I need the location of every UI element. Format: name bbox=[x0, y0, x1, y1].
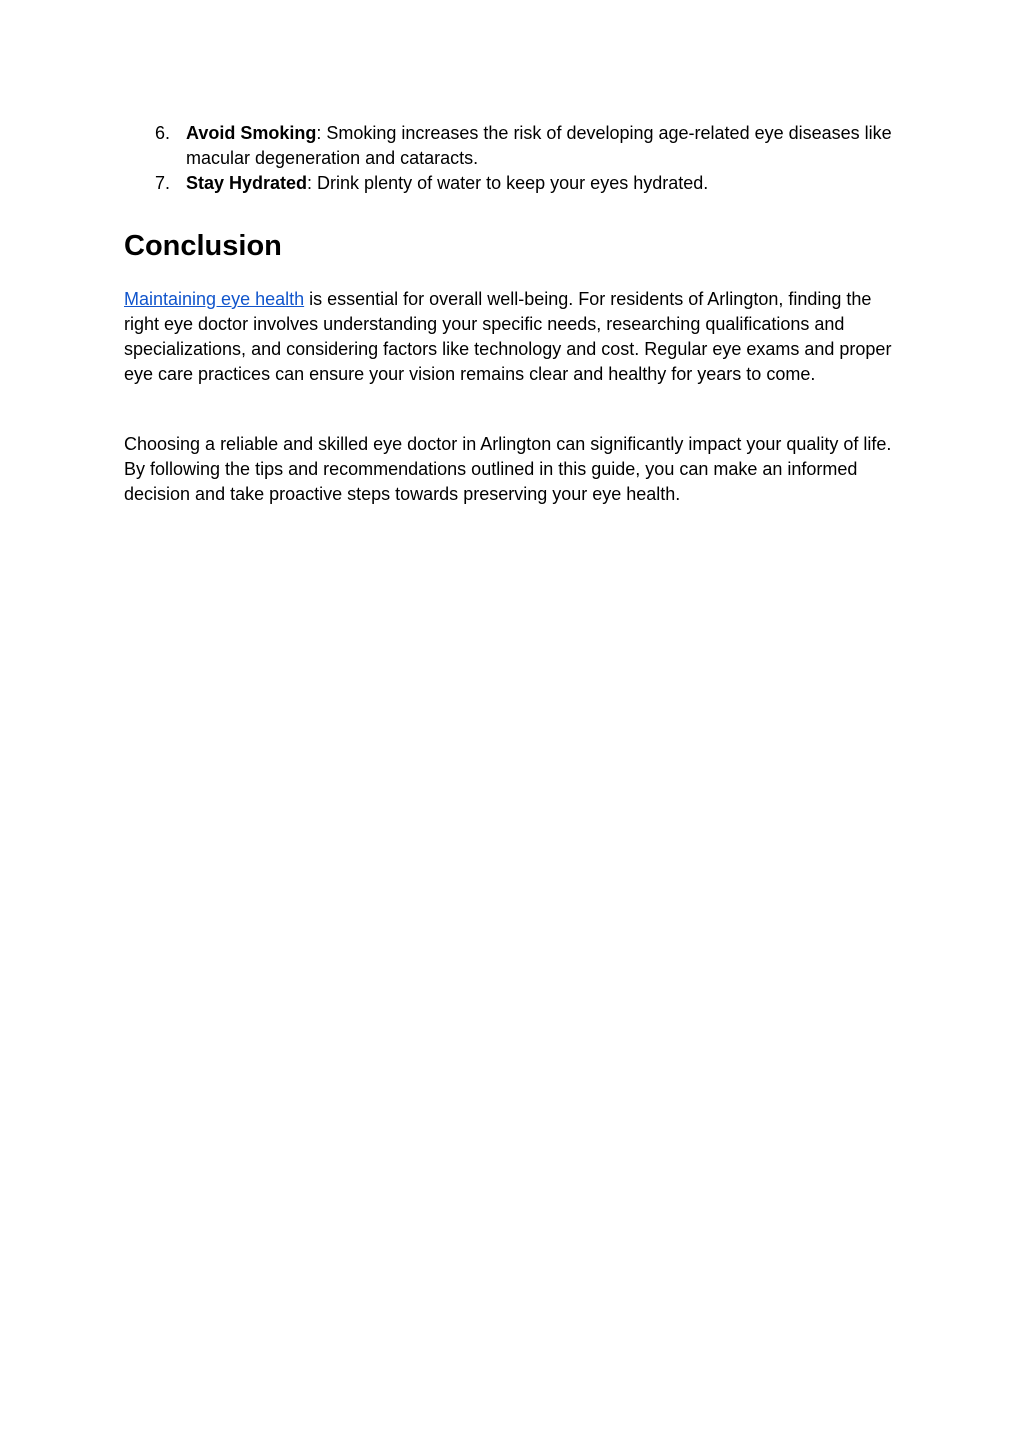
list-item bbox=[124, 121, 900, 171]
document-content bbox=[124, 121, 900, 504]
conclusion-paragraph-1 bbox=[124, 287, 900, 387]
tips-list bbox=[124, 121, 900, 196]
list-item-text: : Drink plenty of water to keep your eyes hydrated. bbox=[307, 173, 709, 193]
list-item-title: Avoid Smoking bbox=[186, 123, 317, 143]
conclusion-heading: Conclusion bbox=[124, 230, 282, 262]
list-item-title: Stay Hydrated bbox=[186, 173, 308, 193]
list-item bbox=[124, 171, 900, 196]
list-item-number: 7. bbox=[155, 173, 171, 193]
conclusion-paragraph-2: Choosing a reliable and skilled eye doctor in Arlington can significantly impact your quality of life. By following the tips and recommendations outlined in this guide, you can make an informed decision and take proactive steps towards preserving your eye health. bbox=[124, 434, 892, 504]
list-item-number: 6. bbox=[155, 123, 171, 143]
maintaining-eye-health-link[interactable]: Maintaining eye health bbox=[124, 289, 305, 309]
list-item-text: : Smoking increases the risk of developing age-related eye diseases like macular degeneration and cataracts. bbox=[186, 123, 892, 168]
paragraph-text: is essential for overall well-being. For residents of Arlington, finding the right eye doctor involves understanding your specific needs, researching qualifications and specializations, and considering factors like technology and cost. Regular eye exams and proper eye care practices can ensure your vision remains clear and healthy for years to come. bbox=[124, 289, 892, 384]
